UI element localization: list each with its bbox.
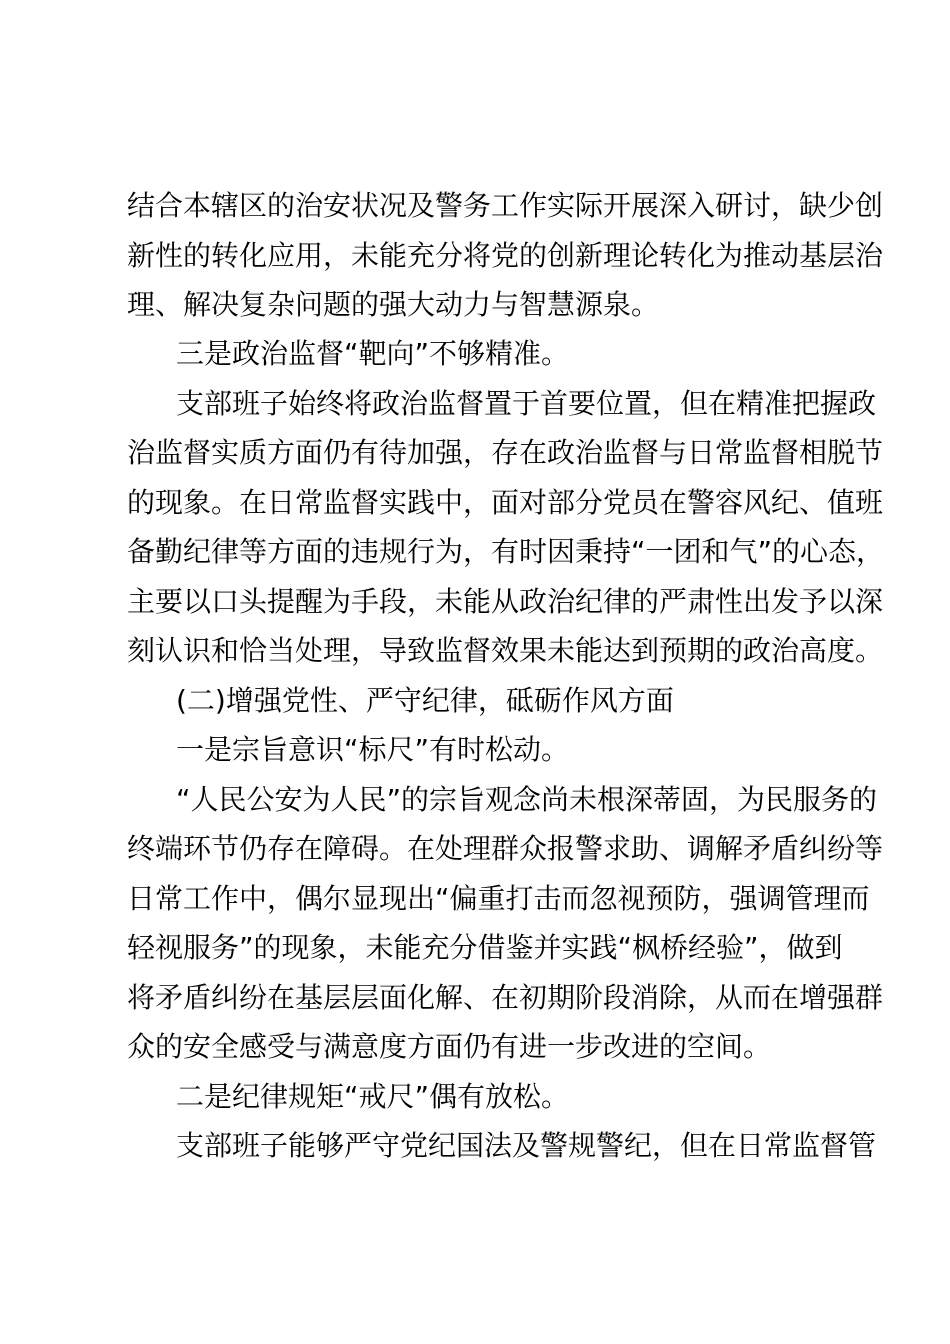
text-line: 理、解决复杂问题的强大动力与智慧源泉。 [127,288,660,321]
text-line: 支部班子能够严守党纪国法及警规警纪，但在日常监督管 [176,1129,877,1162]
section-heading: (二)增强党性、严守纪律，砥砺作风方面 [176,684,674,717]
text-line: 日常工作中，偶尔显现出“偏重打击而忽视预防，强调管理而 [127,882,870,915]
text-line: 众的安全感受与满意度方面仍有进一步改进的空间。 [127,1030,772,1063]
text-line: 支部班子始终将政治监督置于首要位置，但在精准把握政 [176,387,877,420]
text-line: 治监督实质方面仍有待加强，存在政治监督与日常监督相脱节 [127,436,884,469]
section-heading: 三是政治监督“靶向”不够精准。 [176,337,570,370]
text-line: 的现象。在日常监督实践中，面对部分党员在警容风纪、值班 [127,486,884,519]
text-line: 轻视服务”的现象，未能充分借鉴并实践“枫桥经验”，做到 [127,931,843,964]
text-line: “人民公安为人民”的宗旨观念尚未根深蒂固，为民服务的 [176,783,878,816]
text-line: 将矛盾纠纷在基层层面化解、在初期阶段消除，从而在增强群 [127,981,884,1014]
text-line: 主要以口头提醒为手段，未能从政治纪律的严肃性出发予以深 [127,585,884,618]
text-line: 终端环节仍存在障碍。在处理群众报警求助、调解矛盾纠纷等 [127,832,884,865]
text-line: 备勤纪律等方面的违规行为，有时因秉持“一团和气”的心态， [127,535,885,568]
text-line: 结合本辖区的治安状况及警务工作实际开展深入研讨，缺少创 [127,189,884,222]
section-heading: 一是宗旨意识“标尺”有时松动。 [176,733,570,766]
section-heading: 二是纪律规矩“戒尺”偶有放松。 [176,1080,570,1113]
text-line: 新性的转化应用，未能充分将党的创新理论转化为推动基层治 [127,239,884,272]
text-line: 刻认识和恰当处理，导致监督效果未能达到预期的政治高度。 [127,634,884,667]
